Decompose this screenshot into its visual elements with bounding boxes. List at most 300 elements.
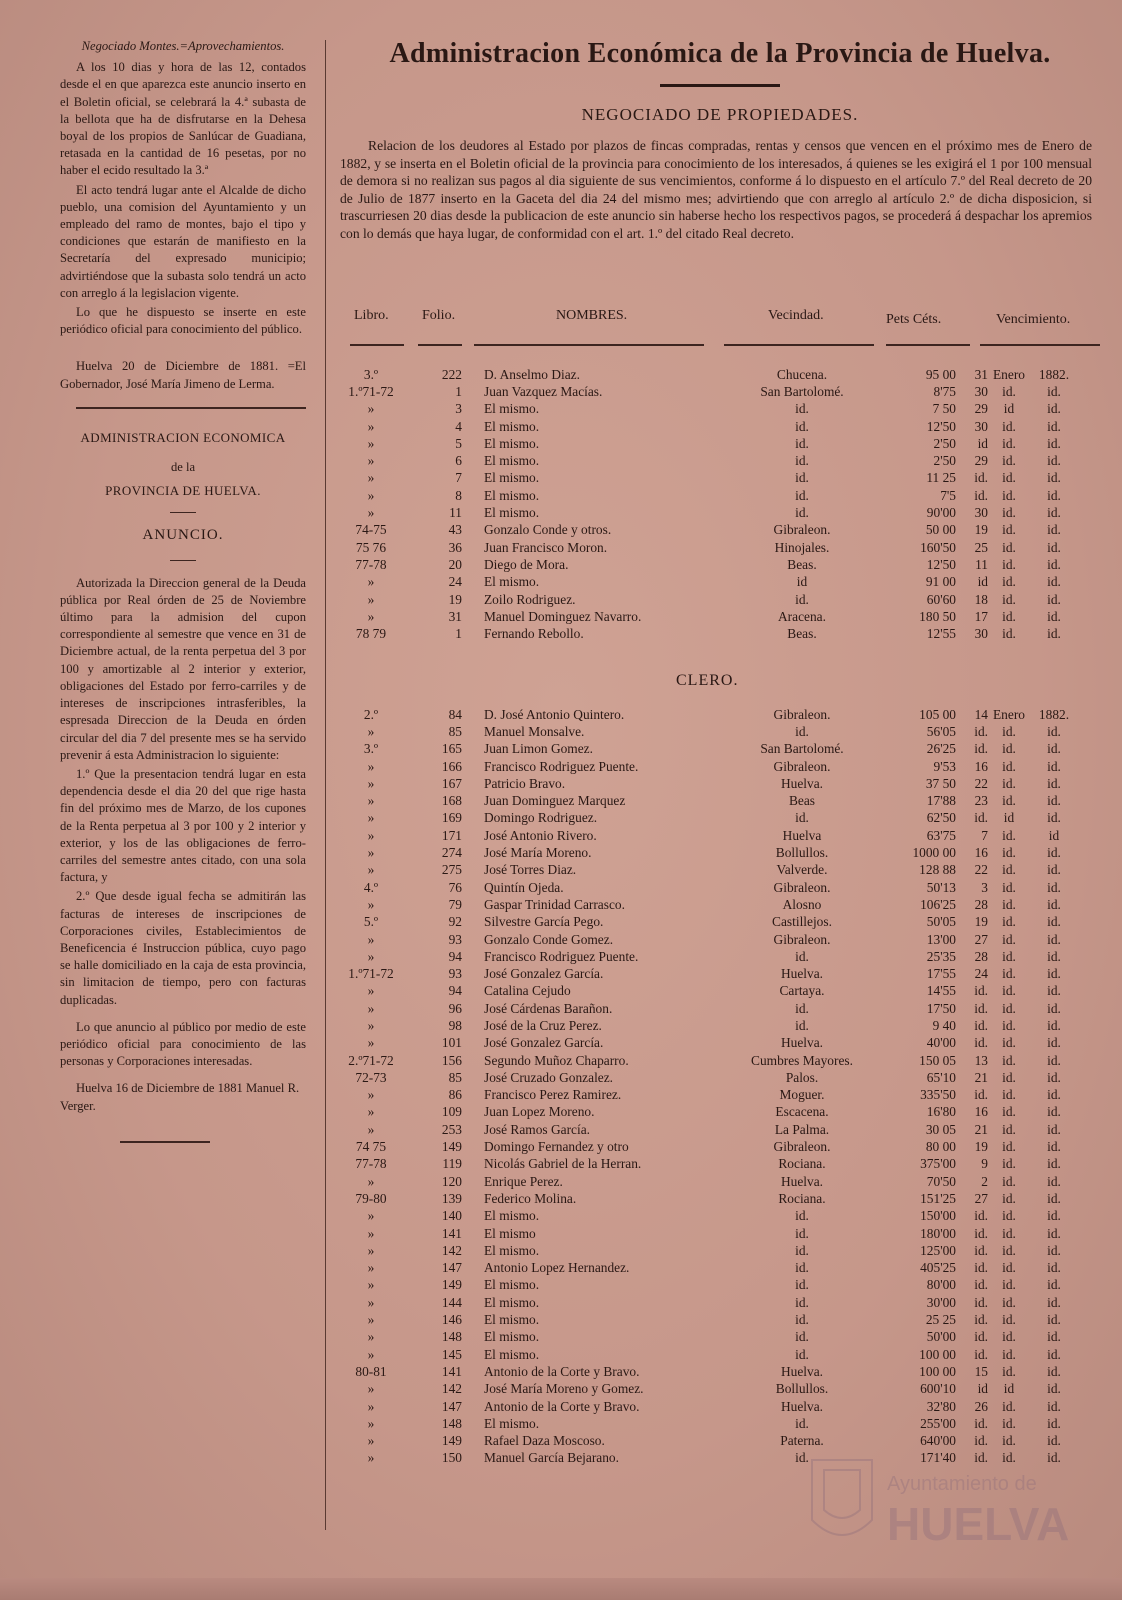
- cell-pesetas: 26'25: [926, 741, 956, 757]
- anuncio-paragraph-4: Lo que anuncio al público por medio de este periódico oficial para conocimiento de las personas y Corporaciones interesadas.: [60, 1019, 306, 1069]
- table-row: [340, 1017, 1078, 1034]
- cell-pesetas: 50'05: [926, 914, 956, 930]
- cell-nombre: Juan Lopez Moreno.: [484, 1104, 595, 1120]
- header-rule: [886, 344, 970, 346]
- cell-ano: id.: [1047, 896, 1061, 912]
- cell-folio: 79: [448, 896, 462, 912]
- cell-ano: id.: [1047, 948, 1061, 964]
- cell-pesetas: 7'5: [940, 487, 956, 503]
- cell-mes: id.: [1002, 1312, 1016, 1328]
- cell-dia: id.: [974, 1415, 988, 1431]
- cell-nombre: Nicolás Gabriel de la Herran.: [484, 1156, 642, 1172]
- cell-mes: id.: [1002, 1277, 1016, 1293]
- cell-vecindad: Hinojales.: [774, 539, 830, 555]
- cell-vecindad: Escacena.: [775, 1104, 829, 1120]
- cell-nombre: Juan Vazquez Macías.: [484, 383, 603, 399]
- cell-folio: 8: [455, 487, 462, 503]
- cell-dia: id.: [974, 1346, 988, 1362]
- cell-ano: id.: [1047, 453, 1061, 469]
- cell-libro: »: [367, 1000, 375, 1016]
- cell-pesetas: 11 25: [926, 470, 956, 486]
- cell-pesetas: 100 00: [919, 1346, 956, 1362]
- cell-libro: 3.º: [363, 366, 379, 382]
- cell-vecindad: Huelva.: [780, 775, 824, 791]
- cell-folio: 5: [455, 435, 462, 451]
- cell-libro: »: [367, 948, 375, 964]
- cell-vecindad: Bollullos.: [775, 845, 829, 861]
- cell-folio: 147: [441, 1398, 462, 1414]
- cell-nombre: Domingo Fernandez y otro: [484, 1139, 629, 1155]
- cell-pesetas: 12'50: [926, 418, 956, 434]
- cell-libro: »: [367, 1346, 375, 1362]
- cell-pesetas: 2'50: [933, 453, 956, 469]
- cell-pesetas: 171'40: [920, 1450, 956, 1466]
- table-row: [340, 1173, 1078, 1190]
- table-row: [340, 1329, 1078, 1346]
- cell-nombre: El mismo.: [484, 453, 540, 469]
- table-row: [340, 608, 1078, 625]
- table-row: [340, 366, 1078, 383]
- table-row: [340, 741, 1078, 758]
- cell-nombre: El mismo.: [484, 1312, 540, 1328]
- cell-folio: 120: [441, 1173, 462, 1189]
- cell-mes: id.: [1002, 453, 1016, 469]
- table-row: [340, 1432, 1078, 1449]
- cell-nombre: Zoilo Rodriguez.: [484, 591, 576, 607]
- cell-libro: »: [367, 1035, 375, 1051]
- page-bottom-edge: [0, 1578, 1122, 1600]
- cell-mes: id.: [1002, 723, 1016, 739]
- cell-ano: id.: [1047, 862, 1061, 878]
- cell-libro: »: [367, 1225, 375, 1241]
- cell-ano: id.: [1047, 1346, 1061, 1362]
- cell-dia: id.: [974, 1017, 988, 1033]
- cell-vecindad: id.: [795, 470, 809, 486]
- cell-folio: 171: [441, 827, 462, 843]
- table-row: [340, 827, 1078, 844]
- cell-pesetas: 14'55: [926, 983, 956, 999]
- cell-vecindad: id.: [795, 435, 809, 451]
- cell-libro: 2.º71-72: [348, 1052, 394, 1068]
- cell-libro: »: [367, 1260, 375, 1276]
- cell-vecindad: Huelva.: [780, 1035, 824, 1051]
- cell-pesetas: 150'00: [920, 1208, 956, 1224]
- cell-nombre: El mismo.: [484, 1208, 540, 1224]
- cell-mes: id.: [1002, 1190, 1016, 1206]
- cell-vecindad: Huelva: [782, 827, 822, 843]
- cell-mes: id.: [1002, 983, 1016, 999]
- cell-nombre: El mismo.: [484, 1346, 540, 1362]
- table-row: [340, 1035, 1078, 1052]
- cell-dia: id.: [974, 1450, 988, 1466]
- cell-libro: »: [367, 845, 375, 861]
- cell-mes: id.: [1002, 418, 1016, 434]
- cell-folio: 6: [455, 453, 462, 469]
- cell-mes: id.: [1002, 862, 1016, 878]
- cell-dia: id.: [974, 723, 988, 739]
- table-row: [340, 1398, 1078, 1415]
- cell-vecindad: id.: [795, 1450, 809, 1466]
- cell-vecindad: id.: [795, 1312, 809, 1328]
- cell-dia: id.: [974, 1225, 988, 1241]
- cell-folio: 150: [441, 1450, 462, 1466]
- cell-pesetas: 151'25: [920, 1190, 956, 1206]
- cell-vecindad: id.: [795, 1415, 809, 1431]
- cell-dia: id.: [974, 1208, 988, 1224]
- cell-dia: id.: [974, 487, 988, 503]
- cell-nombre: Diego de Mora.: [484, 556, 569, 572]
- table-row: [340, 522, 1078, 539]
- cell-dia: 7: [981, 827, 988, 843]
- cell-pesetas: 25'35: [926, 948, 956, 964]
- cell-vecindad: id.: [795, 1000, 809, 1016]
- cell-dia: 29: [974, 453, 988, 469]
- admin-heading-2: de la: [170, 460, 196, 475]
- cell-folio: 145: [441, 1346, 462, 1362]
- cell-nombre: Patricio Bravo.: [484, 775, 566, 791]
- cell-libro: 75 76: [355, 539, 387, 555]
- cell-nombre: José de la Cruz Perez.: [484, 1017, 602, 1033]
- cell-pesetas: 2'50: [933, 435, 956, 451]
- table-row: [340, 1346, 1078, 1363]
- cell-folio: 101: [441, 1035, 462, 1051]
- table-row: [340, 383, 1078, 400]
- cell-ano: id.: [1047, 522, 1061, 538]
- cell-pesetas: 62'50: [926, 810, 956, 826]
- cell-folio: 146: [441, 1312, 462, 1328]
- cell-nombre: Antonio Lopez Hernandez.: [484, 1260, 630, 1276]
- cell-pesetas: 180 50: [919, 608, 956, 624]
- cell-libro: »: [367, 758, 375, 774]
- cell-ano: id.: [1047, 539, 1061, 555]
- cell-mes: id.: [1002, 1208, 1016, 1224]
- header-pesetas: Pets Céts.: [886, 312, 942, 327]
- cell-ano: id.: [1047, 1156, 1061, 1172]
- cell-dia: 27: [974, 1190, 988, 1206]
- cell-folio: 149: [441, 1433, 462, 1449]
- cell-pesetas: 150 05: [919, 1052, 956, 1068]
- cell-libro: 5.º: [363, 914, 379, 930]
- admin-heading-1: ADMINISTRACION ECONOMICA: [80, 429, 286, 445]
- cell-folio: 165: [441, 741, 462, 757]
- cell-vecindad: id.: [795, 418, 809, 434]
- cell-ano: id.: [1047, 1190, 1061, 1206]
- cell-dia: 28: [974, 948, 988, 964]
- cell-nombre: El mismo.: [484, 435, 540, 451]
- table-row: [340, 983, 1078, 1000]
- cell-folio: 275: [441, 862, 462, 878]
- cell-nombre: El mismo.: [484, 1329, 540, 1345]
- cell-pesetas: 255'00: [920, 1415, 956, 1431]
- table-row: [340, 1277, 1078, 1294]
- cell-libro: »: [367, 1277, 375, 1293]
- table-row: [340, 625, 1078, 642]
- cell-pesetas: 8'75: [933, 383, 956, 399]
- cell-dia: 11: [975, 556, 988, 572]
- cell-libro: »: [367, 1329, 375, 1345]
- cell-libro: 78 79: [355, 626, 387, 642]
- cell-ano: id.: [1047, 983, 1061, 999]
- cell-folio: 1: [455, 383, 462, 399]
- cell-pesetas: 63'75: [926, 827, 956, 843]
- cell-dia: 15: [974, 1363, 988, 1379]
- cell-vecindad: Palos.: [785, 1069, 819, 1085]
- table-row: [340, 1225, 1078, 1242]
- table-row: [340, 810, 1078, 827]
- cell-folio: 3: [455, 401, 462, 417]
- cell-mes: id.: [1002, 505, 1016, 521]
- cell-folio: 94: [448, 983, 462, 999]
- cell-nombre: Manuel Monsalve.: [484, 723, 585, 739]
- cell-vecindad: Bollullos.: [775, 1381, 829, 1397]
- cell-folio: 147: [441, 1260, 462, 1276]
- anuncio-paragraph-3: 2.º Que desde igual fecha se admitirán las facturas de intereses de inscripciones de Corporaciones civiles, Establecimientos de Beneficencia é Instruccion pública, cuyo pago se halle domiciliado en la caja de esta provincia, sin limitacion de tiempo, pero con facturas duplicadas.: [60, 889, 306, 1007]
- montes-paragraph-1: A los 10 dias y hora de las 12, contados desde el en que aparezca este anuncio inserto en el Boletin oficial, se celebrará la 4.ª subasta de la bellota que ha de disfrutarse en la Dehesa boyal de los propios de Sanlúcar de Guadiana, retasada en la cantidad de 16 pesetas, por no haber el ecido resultado la 3.ª: [60, 60, 306, 178]
- cell-libro: »: [367, 1017, 375, 1033]
- cell-ano: id.: [1047, 1139, 1061, 1155]
- cell-vecindad: id.: [795, 1346, 809, 1362]
- cell-nombre: Manuel Dominguez Navarro.: [484, 608, 642, 624]
- table-row: [340, 452, 1078, 469]
- cell-libro: »: [367, 1450, 375, 1466]
- table-row: [340, 1190, 1078, 1207]
- cell-ano: id.: [1047, 1104, 1061, 1120]
- cell-libro: »: [367, 931, 375, 947]
- cell-libro: 3.º: [363, 741, 379, 757]
- header-rule: [418, 344, 462, 346]
- cell-nombre: José Antonio Rivero.: [484, 827, 597, 843]
- cell-ano: id.: [1047, 505, 1061, 521]
- cell-nombre: Rafael Daza Moscoso.: [484, 1433, 605, 1449]
- left-column: [60, 38, 306, 1143]
- cell-dia: 2: [981, 1173, 988, 1189]
- cell-vecindad: Valverde.: [776, 862, 828, 878]
- cell-ano: id.: [1047, 1017, 1061, 1033]
- cell-folio: 156: [441, 1052, 462, 1068]
- cell-mes: id.: [1002, 741, 1016, 757]
- cell-pesetas: 600'10: [920, 1381, 956, 1397]
- cell-libro: »: [367, 723, 375, 739]
- table-row: [340, 1260, 1078, 1277]
- cell-ano: id.: [1047, 845, 1061, 861]
- cell-pesetas: 80 00: [925, 1139, 956, 1155]
- cell-folio: 84: [448, 706, 462, 722]
- cell-mes: id.: [1002, 914, 1016, 930]
- cell-libro: »: [367, 1087, 375, 1103]
- cell-mes: id.: [1002, 1139, 1016, 1155]
- table-row: [340, 556, 1078, 573]
- cell-pesetas: 9'53: [933, 758, 956, 774]
- cell-libro: »: [367, 435, 375, 451]
- cell-pesetas: 640'00: [920, 1433, 956, 1449]
- cell-mes: id.: [1002, 827, 1016, 843]
- cell-vecindad: Alosno: [782, 896, 822, 912]
- cell-folio: 222: [441, 366, 462, 382]
- cell-libro: 79-80: [355, 1190, 387, 1206]
- watermark-line-1: Ayuntamiento de: [887, 1473, 1037, 1495]
- cell-nombre: D. José Antonio Quintero.: [484, 706, 625, 722]
- cell-dia: id.: [974, 741, 988, 757]
- cell-pesetas: 95 00: [925, 366, 956, 382]
- cell-dia: 3: [981, 879, 988, 895]
- cell-mes: id.: [1002, 931, 1016, 947]
- cell-folio: 96: [448, 1000, 462, 1016]
- table-row: [340, 948, 1078, 965]
- cell-ano: id.: [1047, 931, 1061, 947]
- cell-mes: id.: [1002, 556, 1016, 572]
- cell-mes: id.: [1002, 896, 1016, 912]
- cell-pesetas: 30'00: [926, 1294, 956, 1310]
- cell-nombre: José Gonzalez García.: [484, 1035, 604, 1051]
- cell-dia: id: [977, 574, 988, 590]
- cell-nombre: José Cruzado Gonzalez.: [484, 1069, 614, 1085]
- cell-folio: 142: [441, 1242, 462, 1258]
- cell-pesetas: 13'00: [926, 931, 956, 947]
- cell-mes: id.: [1002, 1415, 1016, 1431]
- cell-ano: 1882.: [1038, 366, 1070, 382]
- table-row: [340, 879, 1078, 896]
- archive-watermark: [802, 1450, 1092, 1560]
- cell-mes: id.: [1002, 775, 1016, 791]
- table-row: [340, 1087, 1078, 1104]
- cell-dia: 30: [974, 383, 988, 399]
- cell-vecindad: id: [796, 574, 808, 590]
- cell-dia: 14: [974, 706, 988, 722]
- cell-vecindad: id.: [795, 1329, 809, 1345]
- cell-dia: id.: [974, 1035, 988, 1051]
- cell-libro: »: [367, 1398, 375, 1414]
- cell-vecindad: id.: [795, 1260, 809, 1276]
- cell-ano: id.: [1047, 1294, 1061, 1310]
- cell-nombre: Enrique Perez.: [484, 1173, 563, 1189]
- cell-ano: id.: [1047, 383, 1061, 399]
- cell-vecindad: Gibraleon.: [773, 758, 831, 774]
- cell-folio: 85: [448, 1069, 462, 1085]
- cell-vecindad: id.: [795, 723, 809, 739]
- cell-vecindad: Paterna.: [780, 1433, 824, 1449]
- header-folio: Folio.: [422, 308, 456, 323]
- cell-dia: 16: [974, 1104, 988, 1120]
- montes-heading: Negociado Montes.=Aprovechamientos.: [81, 39, 285, 53]
- clero-heading: CLERO.: [676, 672, 739, 689]
- table-row: [340, 1121, 1078, 1138]
- table-row: [340, 1069, 1078, 1086]
- cell-vecindad: Cartaya.: [779, 983, 825, 999]
- cell-nombre: El mismo.: [484, 418, 540, 434]
- cell-ano: id.: [1047, 1069, 1061, 1085]
- cell-ano: id.: [1047, 487, 1061, 503]
- cell-vecindad: Gibraleon.: [773, 706, 831, 722]
- cell-mes: id.: [1002, 1450, 1016, 1466]
- cell-vecindad: Moguer.: [779, 1087, 825, 1103]
- watermark-line-2: HUELVA: [887, 1498, 1070, 1550]
- table-row: [340, 723, 1078, 740]
- cell-vecindad: Huelva.: [780, 1398, 824, 1414]
- cell-dia: 22: [974, 775, 988, 791]
- cell-libro: »: [367, 827, 375, 843]
- cell-nombre: Gonzalo Conde Gomez.: [484, 931, 614, 947]
- cell-pesetas: 50'13: [926, 879, 956, 895]
- cell-vecindad: id.: [795, 591, 809, 607]
- cell-mes: id.: [1002, 435, 1016, 451]
- cell-dia: 29: [974, 401, 988, 417]
- cell-vecindad: id.: [795, 1017, 809, 1033]
- cell-folio: 119: [442, 1156, 462, 1172]
- cell-nombre: El mismo.: [484, 505, 540, 521]
- cell-libro: »: [367, 608, 375, 624]
- cell-libro: »: [367, 453, 375, 469]
- table-row: [340, 435, 1078, 452]
- cell-nombre: Federico Molina.: [484, 1190, 577, 1206]
- cell-folio: 76: [448, 879, 462, 895]
- cell-folio: 274: [441, 845, 462, 861]
- cell-dia: 13: [974, 1052, 988, 1068]
- cell-nombre: Francisco Perez Ramirez.: [484, 1087, 622, 1103]
- cell-folio: 98: [448, 1017, 462, 1033]
- cell-folio: 169: [441, 810, 462, 826]
- cell-folio: 1: [455, 626, 462, 642]
- cell-dia: 19: [974, 1139, 988, 1155]
- cell-libro: »: [367, 487, 375, 503]
- cell-libro: »: [367, 862, 375, 878]
- cell-ano: id.: [1047, 1329, 1061, 1345]
- cell-vecindad: Aracena.: [778, 608, 826, 624]
- cell-pesetas: 405'25: [920, 1260, 956, 1276]
- cell-libro: »: [367, 1173, 375, 1189]
- cell-ano: id.: [1047, 591, 1061, 607]
- cell-pesetas: 32'80: [926, 1398, 956, 1414]
- cell-folio: 94: [448, 948, 462, 964]
- cell-libro: »: [367, 775, 375, 791]
- cell-ano: id.: [1047, 608, 1061, 624]
- cell-vecindad: Huelva.: [780, 1363, 824, 1379]
- end-rule: [120, 1141, 210, 1143]
- cell-pesetas: 80'00: [926, 1277, 956, 1293]
- cell-nombre: El mismo.: [484, 574, 540, 590]
- cell-folio: 36: [448, 539, 462, 555]
- cell-dia: 19: [974, 914, 988, 930]
- cell-folio: 141: [441, 1363, 462, 1379]
- cell-dia: 9: [981, 1156, 988, 1172]
- dash-divider-2: [170, 560, 196, 561]
- montes-signature: Huelva 20 de Diciembre de 1881. =El Gobernador, José María Jimeno de Lerma.: [60, 359, 306, 391]
- cell-ano: id.: [1047, 1450, 1061, 1466]
- cell-vecindad: Huelva.: [780, 1173, 824, 1189]
- cell-vecindad: id.: [795, 1225, 809, 1241]
- cell-ano: id.: [1047, 775, 1061, 791]
- montes-paragraph-2: El acto tendrá lugar ante el Alcalde de dicho pueblo, una comision del Ayuntamiento y un empleado del ramo de montes, bajo el tipo y condiciones que estarán de manifiesto en la Secretaría del expresado municipio; advirtiéndose que la subasta solo tendrá un acto con arreglo á la legislacion vigente.: [60, 182, 306, 300]
- cell-vecindad: San Bartolomé.: [760, 741, 844, 757]
- cell-ano: id.: [1047, 1242, 1061, 1258]
- cell-folio: 85: [448, 723, 462, 739]
- cell-pesetas: 91 00: [925, 574, 956, 590]
- cell-dia: 21: [974, 1121, 988, 1137]
- cell-vecindad: Gibraleon.: [773, 931, 831, 947]
- cell-folio: 11: [449, 505, 462, 521]
- cell-vecindad: id.: [795, 401, 809, 417]
- cell-folio: 139: [441, 1190, 462, 1206]
- table-row: [340, 1000, 1078, 1017]
- cell-libro: »: [367, 1433, 375, 1449]
- cell-pesetas: 50'00: [926, 1329, 956, 1345]
- cell-dia: id.: [974, 1312, 988, 1328]
- cell-dia: 19: [974, 522, 988, 538]
- cell-mes: id.: [1002, 879, 1016, 895]
- table-row: [340, 1156, 1078, 1173]
- table-row: [340, 1415, 1078, 1432]
- cell-mes: id.: [1002, 1242, 1016, 1258]
- header-vecindad: Vecindad.: [768, 308, 824, 323]
